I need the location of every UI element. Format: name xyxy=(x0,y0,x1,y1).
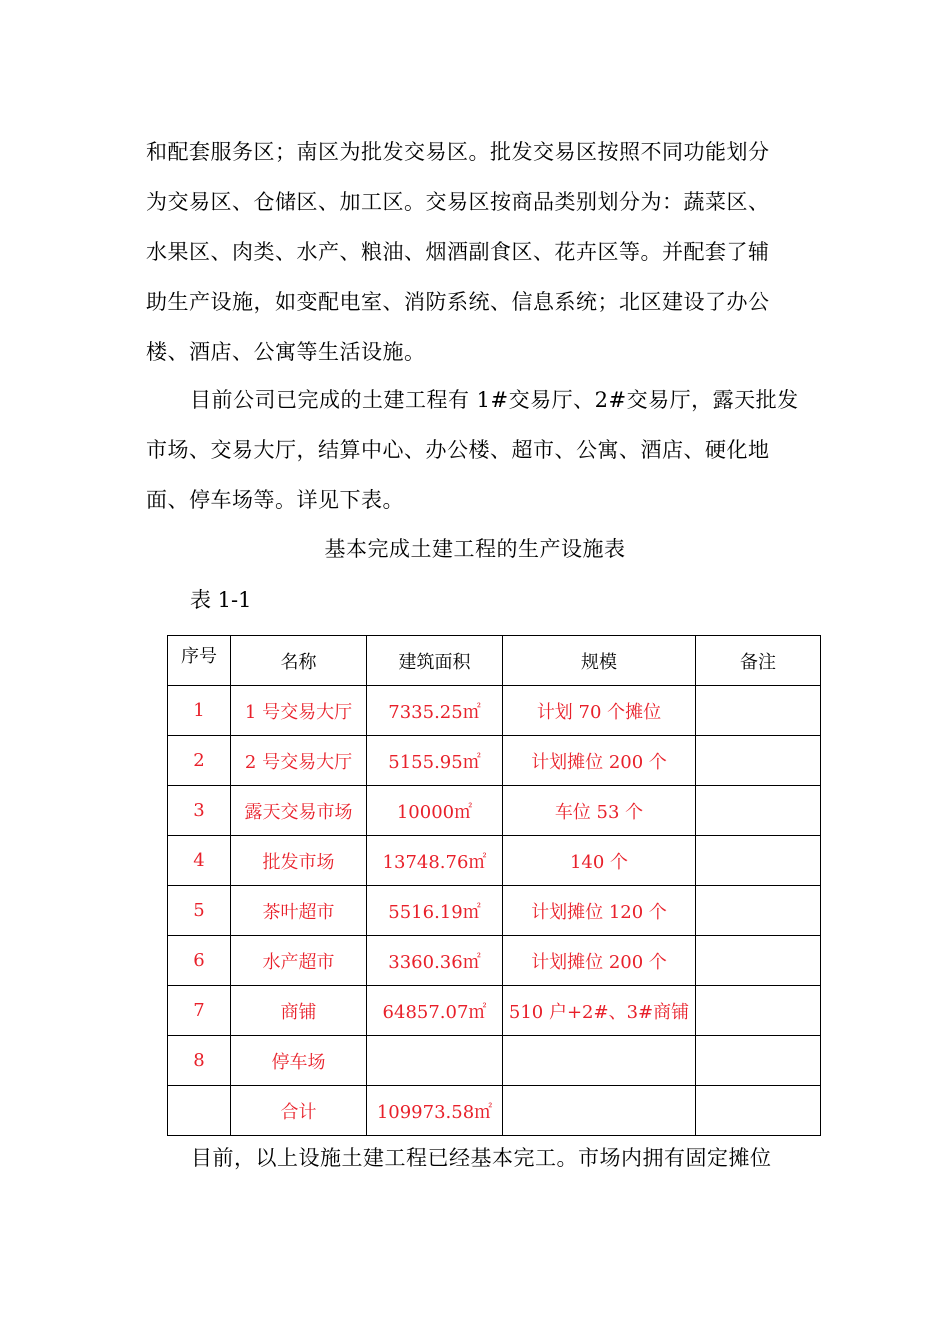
cell-name: 停车场 xyxy=(231,1036,367,1086)
table-row xyxy=(168,886,821,936)
header-remarks: 备注 xyxy=(696,636,821,686)
paragraph-line: 面、停车场等。详见下表。 xyxy=(146,488,404,512)
cell-remarks xyxy=(696,1036,821,1086)
header-serial: 序号 xyxy=(168,636,231,686)
table-header-row xyxy=(168,636,821,686)
cell-scale: 车位 53 个 xyxy=(503,786,696,836)
paragraph-line: 目前，以上设施土建工程已经基本完工。市场内拥有固定摊位 xyxy=(191,1146,772,1170)
cell-remarks xyxy=(696,686,821,736)
cell-area: 3360.36㎡ xyxy=(367,936,503,986)
cell-serial: 7 xyxy=(168,986,231,1036)
cell-area: 13748.76㎡ xyxy=(367,836,503,886)
paragraph-line: 市场、交易大厅，结算中心、办公楼、超市、公寓、酒店、硬化地 xyxy=(146,438,770,462)
cell-name: 露天交易市场 xyxy=(231,786,367,836)
paragraph-status xyxy=(191,1133,851,1183)
cell-area: 64857.07㎡ xyxy=(367,986,503,1036)
cell-serial: 8 xyxy=(168,1036,231,1086)
table-row xyxy=(168,1036,821,1086)
cell-scale: 计划摊位 200 个 xyxy=(503,736,696,786)
paragraph-zones xyxy=(146,127,806,377)
paragraph-line: 楼、酒店、公寓等生活设施。 xyxy=(146,340,426,364)
cell-name: 水产超市 xyxy=(231,936,367,986)
facilities-table xyxy=(167,635,821,1136)
cell-name: 茶叶超市 xyxy=(231,886,367,936)
cell-serial: 3 xyxy=(168,786,231,836)
cell-remarks xyxy=(696,786,821,836)
table-row xyxy=(168,736,821,786)
header-name: 名称 xyxy=(231,636,367,686)
cell-area: 7335.25㎡ xyxy=(367,686,503,736)
cell-scale xyxy=(503,1036,696,1086)
cell-remarks xyxy=(696,736,821,786)
cell-serial: 4 xyxy=(168,836,231,886)
cell-scale xyxy=(503,1086,696,1136)
cell-name: 1 号交易大厅 xyxy=(231,686,367,736)
cell-name: 商铺 xyxy=(231,986,367,1036)
cell-scale: 计划 70 个摊位 xyxy=(503,686,696,736)
cell-scale: 计划摊位 200 个 xyxy=(503,936,696,986)
cell-remarks xyxy=(696,936,821,986)
cell-area: 10000㎡ xyxy=(367,786,503,836)
table-number: 表 1-1 xyxy=(190,588,252,612)
cell-scale: 140 个 xyxy=(503,836,696,886)
cell-area: 5155.95㎡ xyxy=(367,736,503,786)
cell-scale: 510 户+2#、3#商铺 xyxy=(503,986,696,1036)
paragraph-line: 目前公司已完成的土建工程有 1#交易厅、2#交易厅，露天批发 xyxy=(190,388,799,412)
header-area: 建筑面积 xyxy=(367,636,503,686)
table-row xyxy=(168,986,821,1036)
table-total-row xyxy=(168,1086,821,1136)
table-row xyxy=(168,686,821,736)
cell-area xyxy=(367,1036,503,1086)
cell-remarks xyxy=(696,836,821,886)
cell-name: 批发市场 xyxy=(231,836,367,886)
cell-name: 2 号交易大厅 xyxy=(231,736,367,786)
cell-remarks xyxy=(696,886,821,936)
cell-remarks xyxy=(696,1086,821,1136)
cell-area: 5516.19㎡ xyxy=(367,886,503,936)
cell-serial: 6 xyxy=(168,936,231,986)
cell-serial: 2 xyxy=(168,736,231,786)
paragraph-line: 和配套服务区；南区为批发交易区。批发交易区按照不同功能划分 xyxy=(146,140,770,164)
cell-remarks xyxy=(696,986,821,1036)
cell-scale: 计划摊位 120 个 xyxy=(503,886,696,936)
cell-serial: 5 xyxy=(168,886,231,936)
paragraph-line: 为交易区、仓储区、加工区。交易区按商品类别划分为：蔬菜区、 xyxy=(146,190,770,214)
table-row xyxy=(168,936,821,986)
cell-serial: 1 xyxy=(168,686,231,736)
table-row xyxy=(168,786,821,836)
header-scale: 规模 xyxy=(503,636,696,686)
paragraph-line: 助生产设施，如变配电室、消防系统、信息系统；北区建设了办公 xyxy=(146,290,770,314)
cell-total-area: 109973.58㎡ xyxy=(367,1086,503,1136)
paragraph-completed-works xyxy=(146,375,806,525)
paragraph-line: 水果区、肉类、水产、粮油、烟酒副食区、花卉区等。并配套了辅 xyxy=(146,240,770,264)
table-title: 基本完成土建工程的生产设施表 xyxy=(324,537,626,561)
cell-total-label: 合计 xyxy=(231,1086,367,1136)
cell-serial xyxy=(168,1086,231,1136)
table-row xyxy=(168,836,821,886)
